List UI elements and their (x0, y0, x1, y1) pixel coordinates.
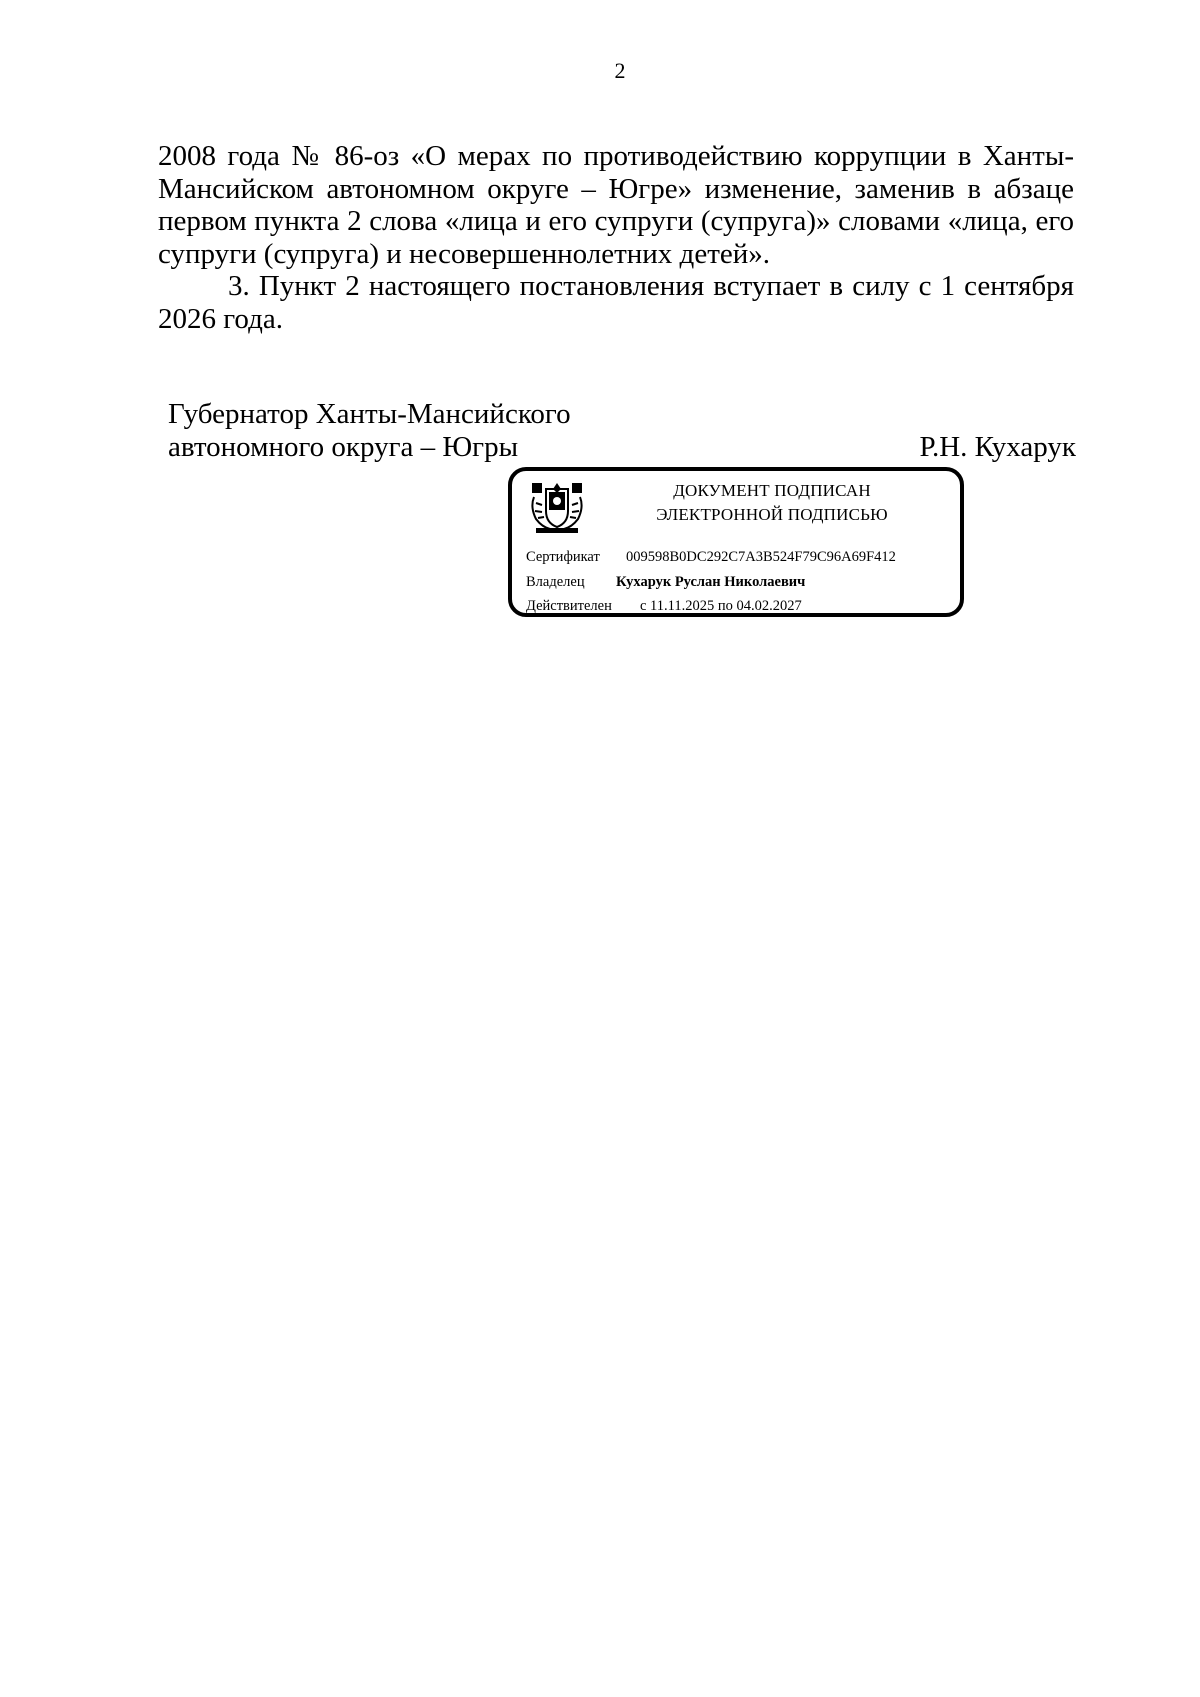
page-number: 2 (614, 58, 626, 83)
valid-value: с 11.11.2025 по 04.02.2027 (640, 598, 802, 614)
signatory-position-line1: Губернатор Ханты-Мансийского (168, 398, 571, 430)
electronic-signature-stamp (508, 467, 964, 617)
certificate-label: Сертификат (526, 549, 600, 565)
paragraph-continuation: 2008 года № 86-оз «О мерах по противодействию коррупции в Ханты-Мансийском автономном округе – Югре» изменение, заменив в абзаце первом пункта 2 слова «лица и его супруги (супруга)» словами «лица, его супруги (супруга) и несовершеннолетних детей». (158, 140, 1074, 270)
certificate-value: 009598B0DC292C7A3B524F79C96A69F412 (626, 549, 896, 565)
owner-value: Кухарук Руслан Николаевич (616, 574, 806, 590)
stamp-header-line2: ЭЛЕКТРОННОЙ ПОДПИСЬЮ (656, 505, 888, 524)
owner-label: Владелец (526, 574, 585, 590)
stamp-owner-row (526, 574, 805, 591)
stamp-validity-row (526, 598, 802, 615)
valid-label: Действителен (526, 598, 612, 614)
signature-block (168, 398, 1076, 463)
signatory-name: Р.Н. Кухарук (919, 430, 1076, 463)
stamp-certificate-row (526, 549, 896, 566)
coat-of-arms-icon (528, 481, 586, 535)
document-body (158, 140, 1074, 335)
stamp-header (602, 479, 942, 527)
stamp-header-line1: ДОКУМЕНТ ПОДПИСАН (673, 481, 871, 500)
signatory-position-line2: автономного округа – Югры (168, 430, 519, 463)
paragraph-item-3: 3. Пункт 2 настоящего постановления вступает в силу с 1 сентября 2026 года. (158, 270, 1074, 335)
signature-line (168, 431, 1076, 464)
